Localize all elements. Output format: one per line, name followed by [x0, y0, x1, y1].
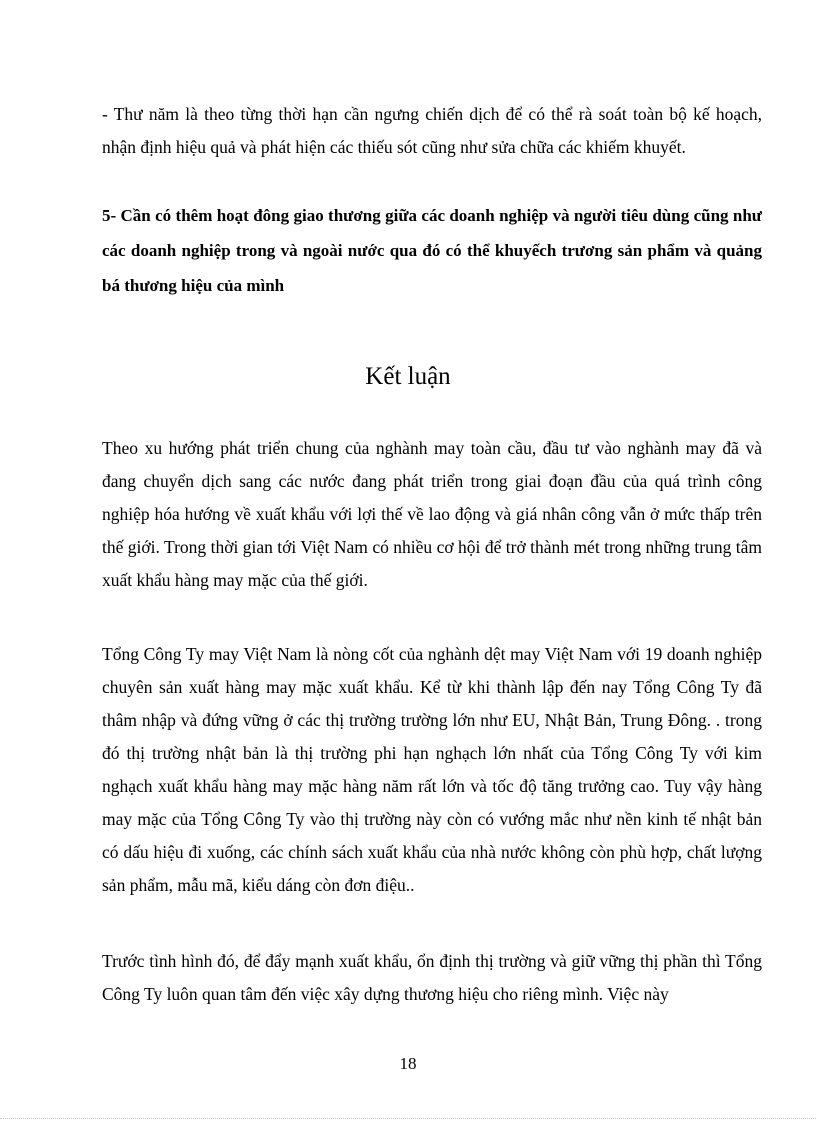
page-bottom-divider: [0, 1118, 816, 1119]
conclusion-heading: Kết luận: [365, 363, 451, 390]
conclusion-paragraph-2: Tổng Công Ty may Việt Nam là nòng cốt của nghành dệt may Việt Nam với 19 doanh nghiệp chuyên sản xuất hàng may mặc xuất khẩu. Kể từ khi thành lập đến nay Tổng Công Ty đã thâm nhập và đứng vững ở các thị trường trường lớn như EU, Nhật Bản, Trung Đông. . trong đó thị trường nhật bản là thị trường phi hạn nghạch lớn nhất của Tổng Công Ty với kim nghạch xuất khẩu hàng may mặc hàng năm rất lớn và tốc độ tăng trưởng cao. Tuy vậy hàng may mặc của Tổng Công Ty vào thị trường này còn có vướng mắc như nền kinh tế nhật bản có dấu hiệu đi xuống, các chính sách xuất khẩu của nhà nước không còn phù hợp, chất lượng sản phẩm, mẫu mã, kiểu dáng còn đơn điệu..: [102, 644, 762, 895]
page-number: 18: [399, 1054, 417, 1073]
paragraph-point-5: 5- Cần có thêm hoạt đông giao thương giữa các doanh nghiệp và người tiêu dùng cũng như các doanh nghiệp trong và ngoài nước qua đó có thể khuyếch trương sản phẩm và quảng bá thương hiệu của mình: [102, 206, 762, 295]
conclusion-paragraph-1: Theo xu hướng phát triển chung của nghành may toàn cầu, đầu tư vào nghành may đã và đang chuyển dịch sang các nước đang phát triển trong giai đoạn đầu của quá trình công nghiệp hóa hướng về xuất khẩu với lợi thế về lao động và giá nhân công vẫn ở mức thấp trên thế giới. Trong thời gian tới Việt Nam có nhiều cơ hội để trở thành mét trong những trung tâm xuất khẩu hàng may mặc của thế giới.: [102, 438, 762, 590]
paragraph-fifth-point: - Thư năm là theo từng thời hạn cần ngưng chiến dịch để có thể rà soát toàn bộ kế hoạch, nhận định hiệu quả và phát hiện các thiếu sót cũng như sửa chữa các khiếm khuyết.: [102, 104, 762, 157]
conclusion-paragraph-3: Trước tình hình đó, để đẩy mạnh xuất khẩu, ổn định thị trường và giữ vững thị phần thì Tổng Công Ty luôn quan tâm đến việc xây dựng thương hiệu cho riêng mình. Việc này: [102, 951, 762, 1004]
